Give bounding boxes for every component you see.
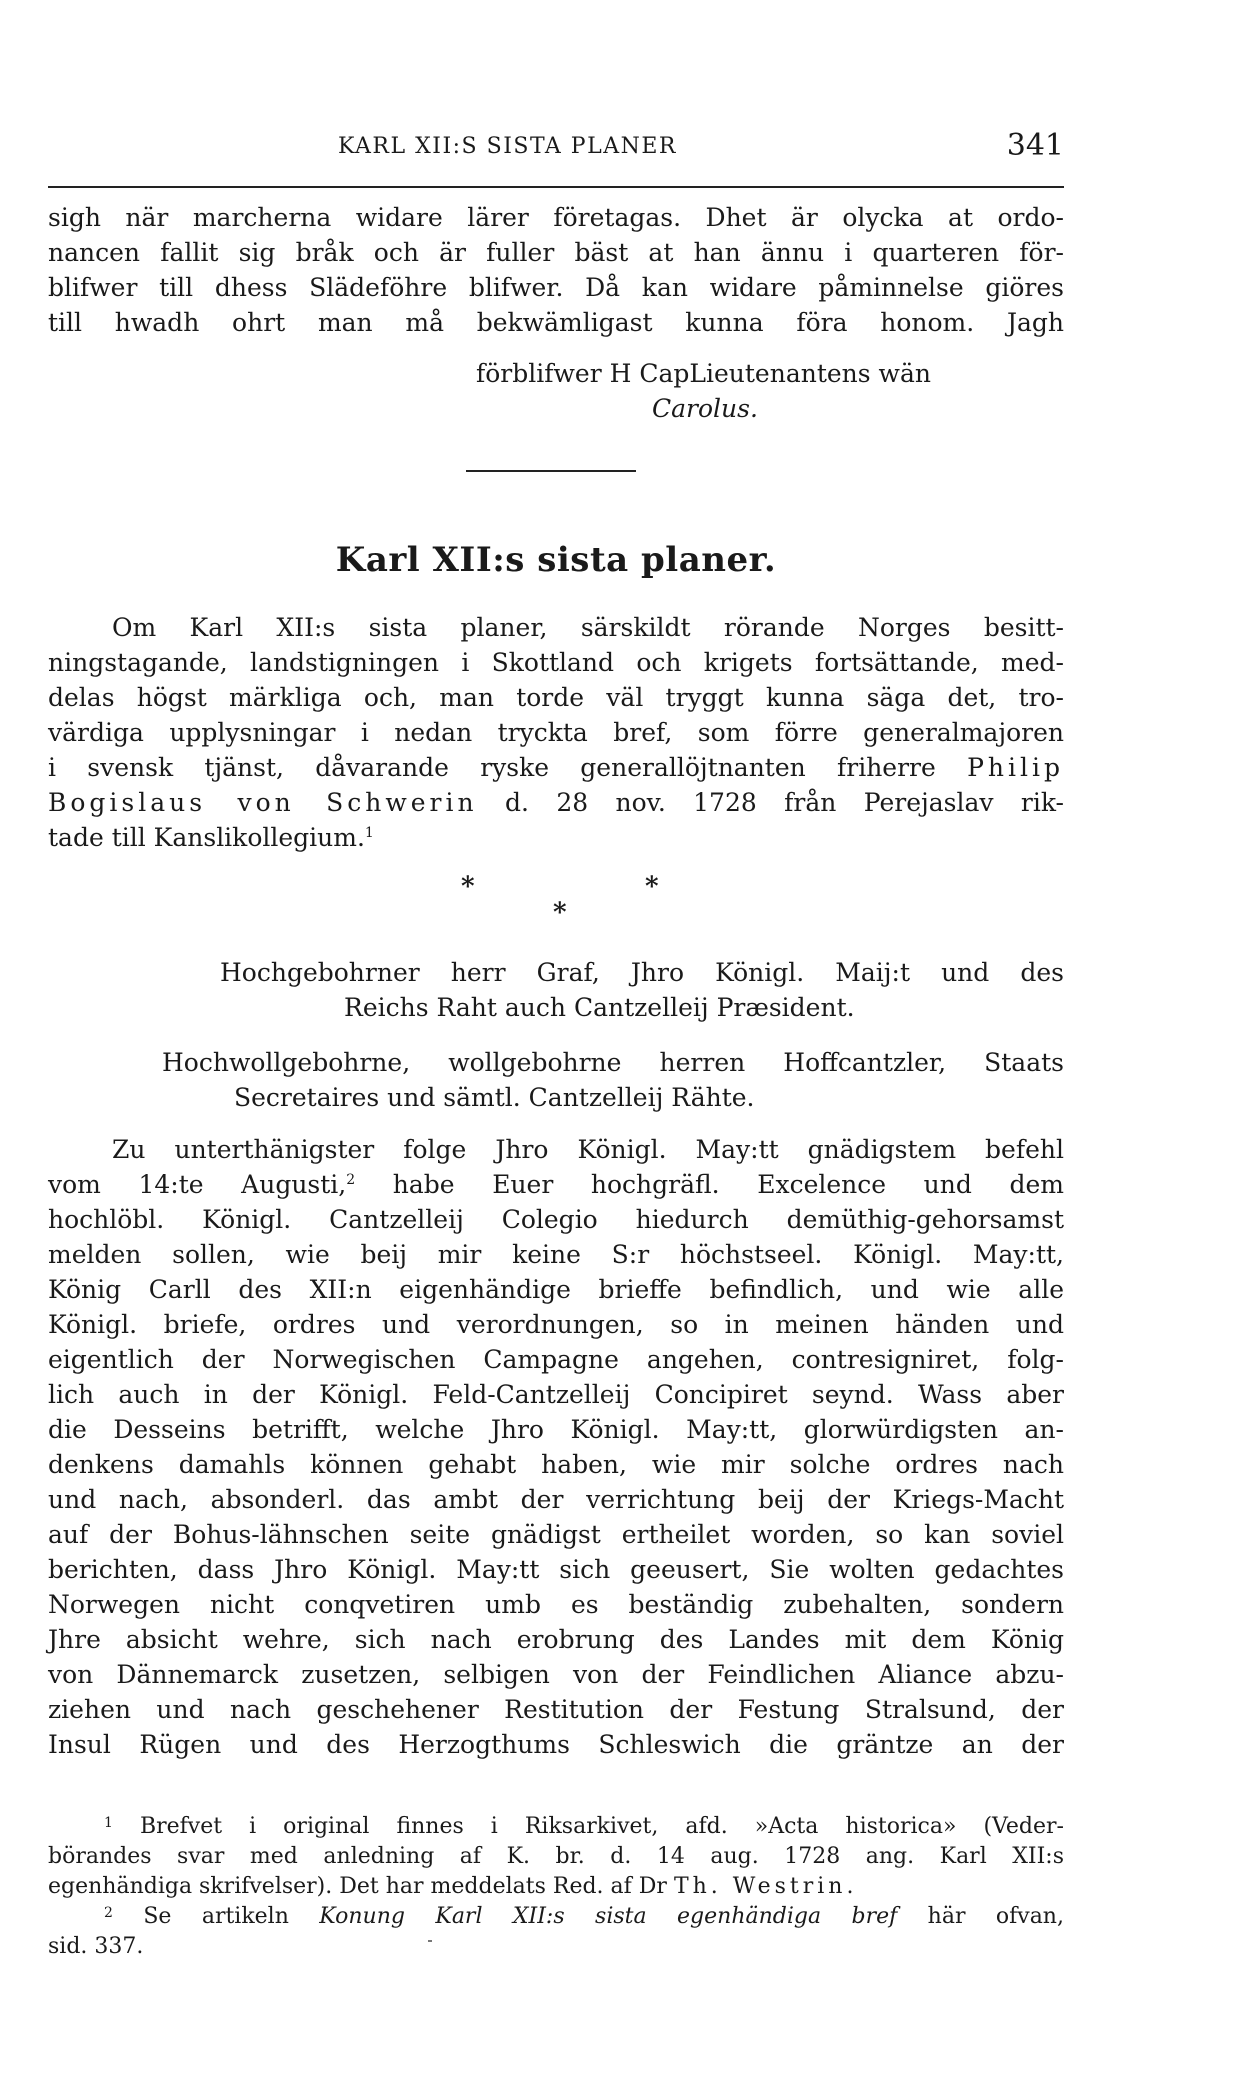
text-line: Norwegen nicht conqvetiren umb es beständig zubehalten, sondern (48, 1590, 1064, 1619)
asterisk: * (553, 898, 567, 928)
text-line: sigh när marcherna widare lärer företagas. Dhet är olycka at ordo- (48, 203, 1064, 232)
text-segment: Brefvet i original finnes i Riksarkivet, afd. »Acta historica» (Veder- (139, 1814, 1064, 1839)
text-line: börandes svar med anledning af K. br. d. 14 aug. 1728 ang. Karl XII:s (48, 1844, 1064, 1869)
text-segment: Se artikeln (143, 1904, 289, 1929)
text-line: und nach, absonderl. das ambt der verrichtung beij der Kriegs-Macht (48, 1485, 1064, 1514)
text-segment: habe Euer hochgräfl. Excelence und dem (355, 1170, 1064, 1199)
asterisk: * (461, 872, 475, 902)
text-line: die Desseins betrifft, welche Jhro Königl. May:tt, glorwürdigsten an- (48, 1415, 1064, 1444)
intro-paragraph (48, 610, 1064, 855)
text-line: Königl. briefe, ordres und verordnungen, so in meinen händen und (48, 1310, 1064, 1339)
header-rule (48, 186, 1064, 188)
text-segment: vom 14:te Augusti, (48, 1170, 347, 1199)
text-line (48, 820, 1064, 855)
text-line: von Dännemarck zusetzen, selbigen von der Feindlichen Aliance abzu- (48, 1660, 1064, 1689)
text-line (48, 750, 1064, 785)
text-line: Zu unterthänigster folge Jhro Königl. May:tt gnädigstem befehl (112, 1135, 1064, 1164)
text-line: Secretaires und sämtl. Cantzelleij Rähte. (234, 1083, 755, 1112)
text-line: eigentlich der Norwegischen Campagne angehen, contresigniret, folg- (48, 1345, 1064, 1374)
letter-closing: förblifwer H CapLieutenantens wän (476, 359, 931, 388)
text-line: till hwadh ohrt man må bekwämligast kunna föra honom. Jagh (48, 308, 1064, 337)
footnote-mark: 1 (104, 1815, 113, 1831)
text-line: melden sollen, wie beij mir keine S:r höchstseel. Königl. May:tt, (48, 1240, 1064, 1269)
text-line: denkens damahls können gehabt haben, wie mir solche ordres nach (48, 1450, 1064, 1479)
text-line: Jhre absicht wehre, sich nach erobrung des Landes mit dem König (48, 1625, 1064, 1654)
letter-body (48, 1132, 1064, 1762)
text-segment: tade till Kanslikollegium. (48, 823, 365, 852)
text-line: Reichs Raht auch Cantzelleij Præsident. (344, 993, 855, 1022)
text-line: Hochgebohrner herr Graf, Jhro Königl. Maij:t und des (220, 958, 1064, 987)
text-line (48, 1872, 1064, 1902)
text-line: berichten, dass Jhro Königl. May:tt sich geeusert, Sie wolten gedachtes (48, 1555, 1064, 1584)
text-line: sid. 337. (48, 1934, 144, 1959)
text-line: Insul Rügen und des Herzogthums Schleswich die gräntze an der (48, 1730, 1064, 1759)
text-line (48, 785, 1064, 820)
text-line: König Carll des XII:n eigenhändige brieffe befindlich, und wie alle (48, 1275, 1064, 1304)
article-title: Konung Karl XII:s sista egenhändiga bref (319, 1904, 898, 1929)
text-line: ningstagande, landstigningen i Skottland och krigets fortsättande, med- (48, 648, 1064, 677)
person-name: Philip (967, 753, 1064, 782)
footnote-1 (48, 1812, 1064, 1842)
footnote-mark: 2 (104, 1905, 113, 1921)
footnote-2 (48, 1902, 1064, 1932)
text-line: Om Karl XII:s sista planer, särskildt rörande Norges besitt- (112, 613, 1064, 642)
text-segment: här ofvan, (927, 1904, 1064, 1929)
text-line: Hochwollgebohrne, wollgebohrne herren Hoffcantzler, Staats (162, 1048, 1064, 1077)
asterisk: * (645, 872, 659, 902)
text-segment: i svensk tjänst, dåvarande ryske generallöjtnanten friherre (48, 753, 936, 782)
text-line: ziehen und nach geschehener Restitution der Festung Stralsund, der (48, 1695, 1064, 1724)
running-title: KARL XII:S SISTA PLANER (338, 134, 677, 159)
page-number: 341 (1006, 128, 1064, 163)
running-header (48, 128, 1064, 168)
text-line (48, 1167, 1064, 1202)
print-speck (428, 1940, 432, 1942)
text-line: lich auch in der Königl. Feld-Cantzelleij Concipiret seynd. Wass aber (48, 1380, 1064, 1409)
person-name: Th. Westrin. (673, 1874, 858, 1899)
address-salutation (48, 955, 1064, 1025)
section-divider (466, 470, 636, 472)
text-segment: egenhändiga skrifvelser). Det har meddelats Red. af Dr (48, 1874, 667, 1899)
footnotes (48, 1812, 1064, 1962)
letter-signature: Carolus. (652, 394, 758, 423)
text-line: hochlöbl. Königl. Cantzelleij Colegio hiedurch demüthig-gehorsamst (48, 1205, 1064, 1234)
footnote-ref: 1 (364, 825, 374, 841)
text-line: nancen fallit sig bråk och är fuller bäst at han ännu i quarteren för- (48, 238, 1064, 267)
text-segment: d. 28 nov. 1728 från Perejaslav rik- (504, 788, 1064, 817)
text-line: auf der Bohus-lähnschen seite gnädigst ertheilet worden, so kan soviel (48, 1520, 1064, 1549)
text-line: delas högst märkliga och, man torde väl tryggt kunna säga det, tro- (48, 683, 1064, 712)
address-recipients (48, 1045, 1064, 1115)
text-line: värdiga upplysningar i nedan tryckta bref, som förre generalmajoren (48, 718, 1064, 747)
section-title: Karl XII:s sista planer. (335, 540, 777, 580)
letter-end-text (48, 200, 1064, 340)
person-name: Bogislaus von Schwerin (48, 788, 478, 817)
footnote-ref: 2 (346, 1172, 356, 1188)
text-line: blifwer till dhess Slädeföhre blifwer. Då kan widare påminnelse giöres (48, 273, 1064, 302)
